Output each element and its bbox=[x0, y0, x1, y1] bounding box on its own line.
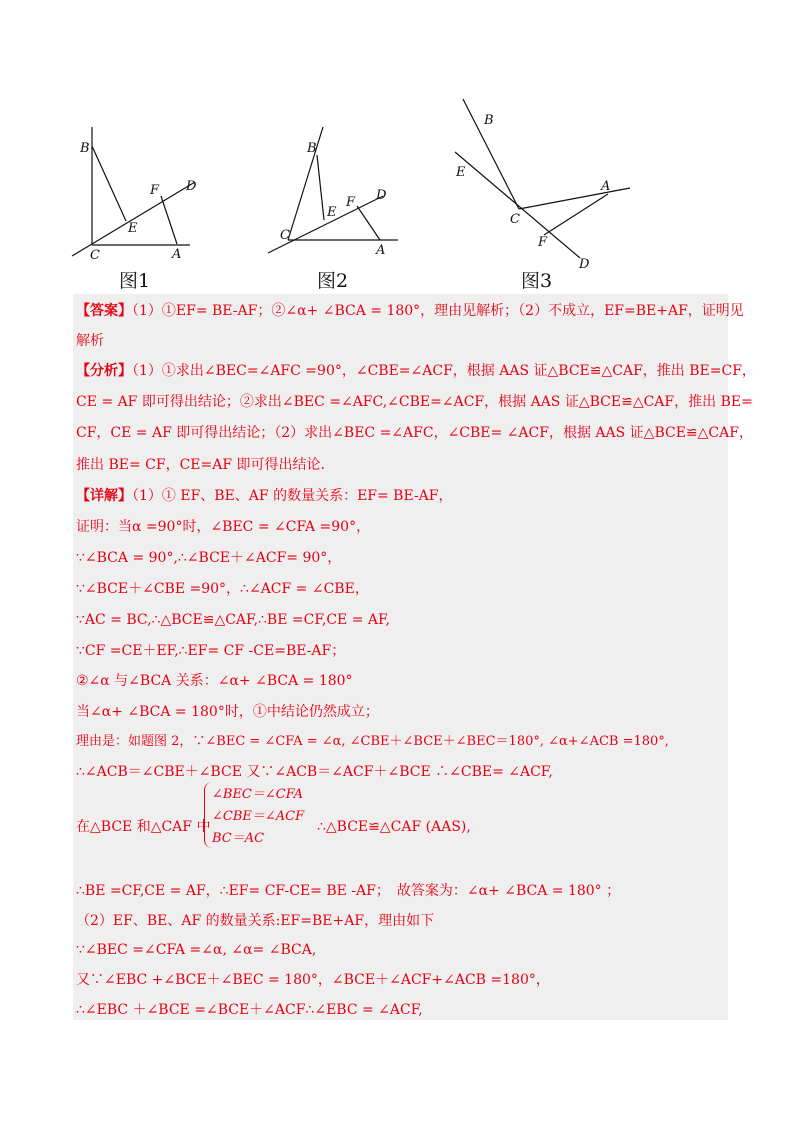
detail-line-15: ∴∠EBC ＋∠BCE =∠BCE＋∠ACF∴∠EBC = ∠ACF, bbox=[76, 1002, 423, 1018]
detail-line-13: ∵∠BEC =∠CFA =∠α, ∠α= ∠BCA, bbox=[76, 942, 317, 958]
fig3-label-E: E bbox=[456, 165, 466, 180]
fig3-caption: 图3 bbox=[521, 270, 553, 292]
fig3-label-B: B bbox=[484, 113, 494, 128]
analysis-line-3: CF，CE = AF 即可得出结论；（2）求出∠BEC =∠AFC，∠CBE= ∠ACF，根据 AAS 证△BCE≌△CAF， bbox=[76, 425, 753, 441]
fig1-label-B: B bbox=[80, 141, 90, 156]
answer-line bbox=[76, 302, 744, 320]
fig3-label-D: D bbox=[579, 257, 590, 272]
detail-line-1 bbox=[76, 487, 453, 505]
fig2-label-F: F bbox=[346, 195, 356, 210]
system-eq-2: ∠CBE＝∠ACF bbox=[212, 809, 305, 824]
fig1-caption: 图1 bbox=[119, 270, 151, 292]
system-lead: 在△BCE 和△CAF 中 bbox=[76, 819, 211, 835]
fig1-label-A: A bbox=[172, 247, 182, 262]
fig2-label-E: E bbox=[327, 205, 337, 220]
geometry-figures bbox=[0, 0, 800, 300]
figure-1 bbox=[72, 127, 195, 256]
detail-line-9: 理由是：如题图 2，∵∠BEC = ∠CFA = ∠α, ∠CBE＋∠BCE＋∠BEC＝180°, ∠α+∠ACB =180°, bbox=[76, 734, 669, 749]
fig1-label-D: D bbox=[186, 179, 197, 194]
fig2-caption: 图2 bbox=[317, 270, 349, 292]
fig3-label-A: A bbox=[601, 179, 611, 194]
fig2-label-B: B bbox=[307, 141, 317, 156]
system-eq-3: BC＝AC bbox=[212, 831, 265, 846]
detail-line-8: 当∠α+ ∠BCA = 180°时，①中结论仍然成立； bbox=[76, 704, 379, 720]
analysis-tag: 【分析】 bbox=[76, 363, 132, 379]
detail-text-1: （1）① EF、BE、AF 的数量关系：EF= BE-AF， bbox=[132, 488, 453, 504]
fig1-label-C: C bbox=[90, 248, 100, 263]
detail-line-11: ∴BE =CF,CE = AF，∴EF= CF-CE= BE -AF； 故答案为：∠α+ ∠BCA = 180° ； bbox=[76, 883, 621, 899]
analysis-line-2: CE = AF 即可得出结论；②求出∠BEC =∠AFC,∠CBE=∠ACF，根据 AAS 证△BCE≌△CAF，推出 BE= bbox=[76, 394, 753, 410]
detail-line-2: 证明：当α =90°时，∠BEC = ∠CFA =90°， bbox=[76, 519, 371, 535]
system-eq-1: ∠BEC＝∠CFA bbox=[212, 787, 304, 802]
answer-line-2: 解析 bbox=[76, 333, 104, 349]
analysis-line-1 bbox=[76, 362, 756, 380]
detail-line-12: （2）EF、BE、AF 的数量关系:EF=BE+AF，理由如下 bbox=[76, 913, 435, 929]
detail-line-7: ②∠α 与∠BCA 关系：∠α+ ∠BCA = 180° bbox=[76, 673, 353, 689]
analysis-line-4: 推出 BE= CF，CE=AF 即可得出结论． bbox=[76, 457, 335, 473]
detail-line-4: ∵∠BCE＋∠CBE =90°，∴∠ACF = ∠CBE， bbox=[76, 581, 369, 597]
detail-line-3: ∵∠BCA = 90°,∴∠BCE＋∠ACF= 90°， bbox=[76, 550, 342, 566]
answer-text: （1）①EF= BE-AF；②∠α+ ∠BCA = 180°，理由见解析；（2）不成立，EF=BE+AF，证明见 bbox=[132, 303, 744, 319]
detail-line-10: ∴∠ACB＝∠CBE＋∠BCE 又∵∠ACB＝∠ACF＋∠BCE ∴∠CBE= ∠ACF, bbox=[76, 764, 553, 780]
detail-line-14: 又∵∠EBC +∠BCE＋∠BEC = 180°，∠BCE＋∠ACF+∠ACB =180°， bbox=[76, 972, 550, 988]
detail-line-6: ∵CF =CE＋EF,∴EF= CF -CE=BE-AF； bbox=[76, 643, 346, 659]
fig3-label-C: C bbox=[510, 212, 520, 227]
fig1-label-F: F bbox=[150, 183, 160, 198]
fig3-label-F: F bbox=[538, 235, 548, 250]
answer-tag: 【答案】 bbox=[76, 303, 132, 319]
fig2-label-A: A bbox=[376, 243, 386, 258]
detail-tag: 【详解】 bbox=[76, 488, 132, 504]
fig2-label-D: D bbox=[376, 188, 387, 203]
system-result: ∴△BCE≌△CAF (AAS), bbox=[317, 819, 471, 835]
fig2-label-C: C bbox=[280, 228, 290, 243]
analysis-text-1: （1）①求出∠BEC=∠AFC =90°，∠CBE=∠ACF，根据 AAS 证△BCE≌△CAF，推出 BE=CF， bbox=[132, 363, 756, 379]
fig1-label-E: E bbox=[128, 221, 138, 236]
detail-line-5: ∵AC = BC,∴△BCE≌△CAF,∴BE =CF,CE = AF, bbox=[76, 612, 390, 628]
